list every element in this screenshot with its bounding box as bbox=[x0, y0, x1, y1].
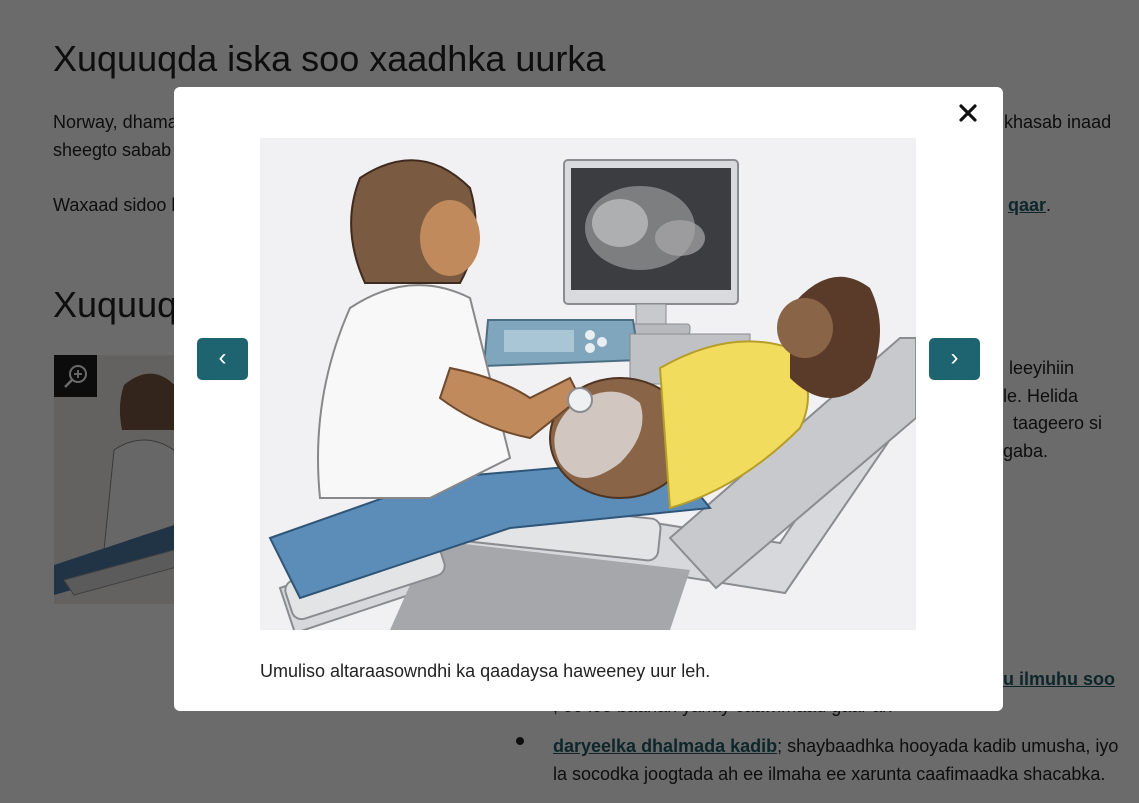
next-image-button[interactable] bbox=[929, 338, 980, 380]
image-lightbox bbox=[174, 87, 1003, 711]
previous-image-button[interactable] bbox=[197, 338, 248, 380]
chevron-right-icon: › bbox=[950, 344, 959, 371]
close-icon bbox=[958, 103, 978, 123]
close-button[interactable] bbox=[952, 97, 984, 129]
ultrasound-scene bbox=[260, 138, 916, 630]
ultrasound-illustration bbox=[260, 138, 916, 630]
chevron-left-icon: ‹ bbox=[218, 344, 227, 371]
image-caption: Umuliso altaraasowndhi ka qaadaysa haweeney uur leh. bbox=[260, 661, 711, 681]
